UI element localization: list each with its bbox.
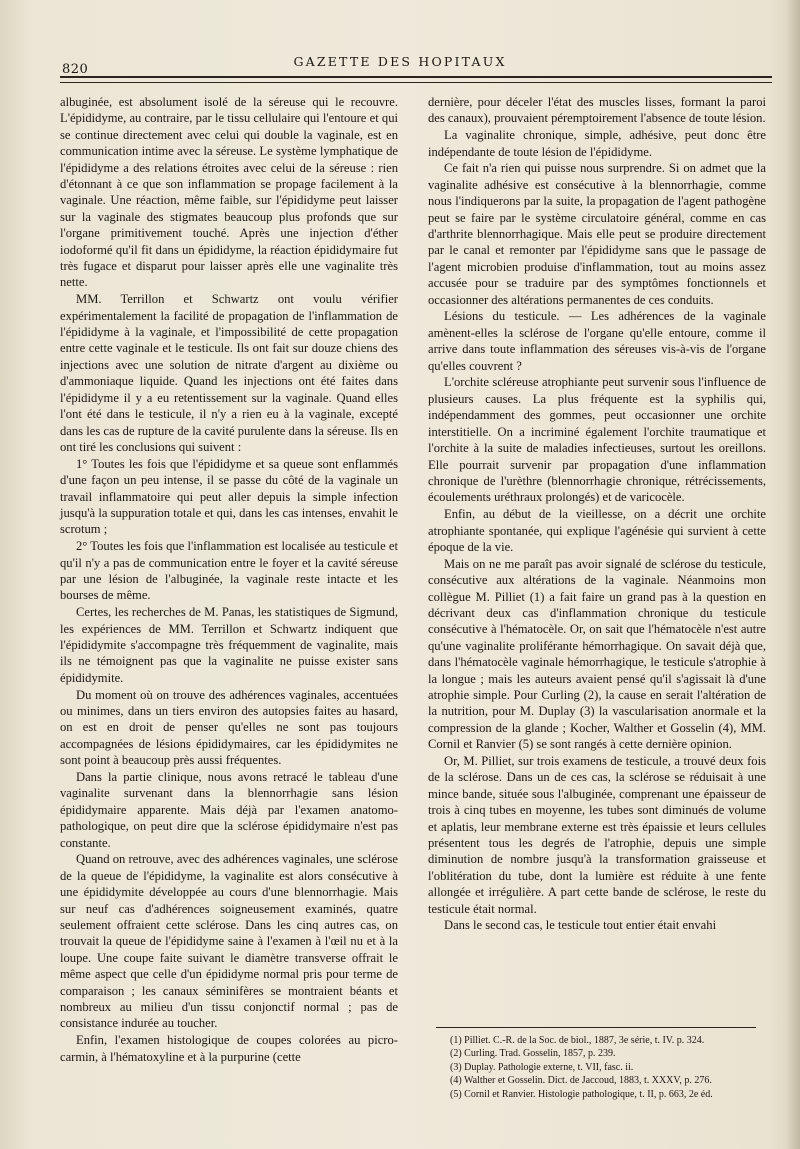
paragraph: Or, M. Pilliet, sur trois examens de testicule, a trouvé deux fois de la sclérose. Dans un de ces cas, la sclérose se réduisait à une mince bande, située sous l'albuginée, comprenant une épaisseur de trois à cinq tubes en moyenne, les tubes sont diminués de volume et aplatis, leur membrane externe est très épaissie et leurs cellules présentent tous les degrés de l'atrophie, depuis une simple diminution de nombre jusqu'à la transformation graisseuse et l'oblitération du tube, dont la lumière est réduite à une fente allongée et irrégulière. A part cette bande de sclérose, le reste du testicule était normal.: [428, 753, 766, 916]
header-rule-thin: [60, 82, 772, 83]
paragraph: Du moment où on trouve des adhérences vaginales, accentuées ou minimes, dans un tiers environ des autopsies faites au hasard, on est en droit de penser qu'elles ne sont pas toujours accompagnées de lésions épididymaires, car les épididymites ne sont point à beaucoup près aussi fréquentes.: [60, 687, 398, 768]
paragraph: La vaginalite chronique, simple, adhésive, peut donc être indépendante de toute lésion de l'épididyme.: [428, 128, 766, 159]
footnote: (5) Cornil et Ranvier. Histologie pathologique, t. II, p. 663, 2e éd.: [450, 1088, 713, 1100]
footnote: (4) Walther et Gosselin. Dict. de Jaccoud, 1883, t. XXXV, p. 276.: [450, 1075, 712, 1087]
page-number: 820: [62, 62, 89, 77]
paragraph: Mais on ne me paraît pas avoir signalé de sclérose du testicule, consécutive aux altérations de la vaginale. Néanmoins mon collègue M. Pilliet (1) a fait faire un grand pas à la question en décrivant deux cas d'inflammation chronique du testicule consécutive à l'hématocèle. Or, on sait que l'hématocèle n'est autre qu'une vaginalite proliférante hémorrhagique. On savait déjà que, dans l'hématocèle vaginale hémorrhagique, le testicule s'atrophie à la longue ; mais les auteurs avaient pensé qu'il s'agissait là d'une atrophie simple. Pour Curling (2), la cause en serait l'altération de la nutrition, pour M. Duplay (3) la vascularisation anormale et la compression de la glande ; Kocher, Walther et Gosselin (4), MM. Cornil et Ranvier (5) se sont rangés à cette dernière opinion.: [428, 556, 766, 752]
section-paragraph-lesions-du-testicule: Lésions du testicule. — Les adhérences de la vaginale amènent-elles la sclérose de l'organe qu'elle entoure, comme il arrive dans toute inflammation des séreuses vis-à-vis de l'organe qu'elles couvrent ?: [428, 309, 766, 373]
footnote: (2) Curling. Trad. Gosselin, 1857, p. 239.: [450, 1048, 616, 1060]
paragraph: 2° Toutes les fois que l'inflammation est localisée au testicule et qu'il n'y a pas de communication entre le foyer et la cavité séreuse par une lésion de l'albuginée, la vaginale reste intacte et les bourses de même.: [60, 539, 398, 603]
paragraph: Dans la partie clinique, nous avons retracé le tableau d'une vaginalite survenant dans la blennorrhagie sans lésion épididymaire apparente. Mais déjà par l'examen anatomo-pathologique, on peut dire que la sclérose épididymaire n'est pas constante.: [60, 770, 398, 850]
header-rule-thick: [60, 76, 772, 78]
paragraph: albuginée, est absolument isolé de la séreuse qui le recouvre. L'épididyme, au contraire, par le tissu cellulaire qui l'entoure et qui se continue directement avec celui qui double la vaginale, est en communication intime avec la séreuse. Le système lymphatique de l'épididyme a des relations étroites avec celui de la séreuse : rien d'étonnant à ce que son inflammation se propage facilement à la vaginale. Une réaction, même faible, sur l'épididyme peut laisser sur la vaginale des stigmates beaucoup plus profonds que sur l'organe primitivement touché. Après une injection d'éther iodoformé qu'il fit dans un épididyme, la réaction épididymaire fut très fugace et disparut pour laisser après elle une vaginalite très nette.: [60, 95, 398, 290]
paragraph: Quand on retrouve, avec des adhérences vaginales, une sclérose de la queue de l'épididyme, la vaginalite est alors consécutive à une épididymite développée au cours d'une blennorrhagie. Mais sur neuf cas d'adhérences soigneusement examinés, quatre seulement offraient cette sclérose. Dans les cinq autres cas, on trouvait la queue de l'épididyme saine à l'examen à l'œil nu et à la loupe. Une coupe faite suivant le diamètre transverse offrait le même aspect que celle d'un épididyme normal pris pour terme de comparaison ; les canaux séminifères se montraient béants et nombreux au milieu d'un tissu conjonctif normal ; pas de consistance indurée au toucher.: [60, 852, 398, 1031]
footnote: (1) Pilliet. C.-R. de la Soc. de biol., 1887, 3e série, t. IV. p. 324.: [450, 1035, 705, 1046]
paragraph: L'orchite scléreuse atrophiante peut survenir sous l'influence de plusieurs causes. La plus fréquente est la syphilis qui, indépendamment des gommes, peut occasionner une orchite interstitielle. On a incriminé également l'orchite traumatique et l'orchite à la suite de maladies infectieuses, surtout les oreillons. Elle pourrait survenir par propagation d'une inflammation chronique de l'urèthre (blennorrhagie chronique, rétrécissements, écoulements uréthraux prolongés) et de varicocèle.: [428, 375, 766, 505]
paragraph: Ce fait n'a rien qui puisse nous surprendre. Si on admet que la vaginalite adhésive est consécutive à la blennorrhagie, comme nous l'indiquerons par la suite, la propagation de l'agent pathogène peut se faire par le système circulatoire général, comme en cas d'arthrite blennorrhagique. Mais elle peut se produire directement par le canal et remonter par l'épididyme sans que le passage de l'agent microbien produise d'inflammation, tout au moins assez accusée pour se traduire par des symptômes fonctionnels et occasionner des altérations permanentes de ces conduits.: [428, 161, 766, 307]
left-column: [60, 94, 398, 1065]
paragraph: Enfin, l'examen histologique de coupes colorées au picro-carmin, à l'hématoxyline et à la purpurine (cette: [60, 1033, 398, 1064]
paragraph: MM. Terrillon et Schwartz ont voulu vérifier expérimentalement la facilité de propagation de l'inflammation de l'épididyme à la vaginale, et l'impossibilité de cette propagation entre cette vaginale et le testicule. Ils ont fait sur douze chiens des injections avec une solution de nitrate d'argent au dixième ou d'ammoniaque liquide. Quand les injections ont été faites dans l'épididyme il y a eu retentissement sur la vaginale. Quand elles l'ont été dans le testicule, il n'y a rien eu à la vaginale, excepté dans les cas de rupture de la cavité purulente dans la séreuse. Ils en ont tiré les conclusions qui suivent :: [60, 292, 398, 454]
footnote-rule: [436, 1027, 756, 1028]
right-column: [428, 94, 766, 934]
footnotes: [450, 1034, 780, 1101]
paragraph: 1° Toutes les fois que l'épididyme et sa queue sont enflammés d'une façon un peu intense, il se passe du côté de la vaginale un travail inflammatoire qui peut aller depuis la simple infection jusqu'à la suppuration totale et qui, dans les cas intenses, envahit le scrotum ;: [60, 456, 398, 537]
page-edge-shadow: [786, 0, 800, 1149]
paragraph: Enfin, au début de la vieillesse, on a décrit une orchite atrophiante spontanée, qui explique l'agénésie qui survient à cette époque de la vie.: [428, 507, 766, 554]
paragraph: dernière, pour déceler l'état des muscles lisses, formant la paroi des canaux), prouvaient péremptoirement l'absence de toute lésion.: [428, 95, 766, 126]
paragraph: Certes, les recherches de M. Panas, les statistiques de Sigmund, les expériences de MM. Terrillon et Schwartz indiquent que l'épididymite s'accompagne très fréquemment de vaginalite, mais ils ne témoignent pas que la vaginalite ne puisse exister sans épididymite.: [60, 605, 398, 685]
running-title: GAZETTE DES HOPITAUX: [293, 54, 507, 69]
footnote: (3) Duplay. Pathologie externe, t. VII, fasc. ii.: [450, 1061, 634, 1073]
paragraph: Dans le second cas, le testicule tout entier était envahi: [444, 918, 717, 933]
